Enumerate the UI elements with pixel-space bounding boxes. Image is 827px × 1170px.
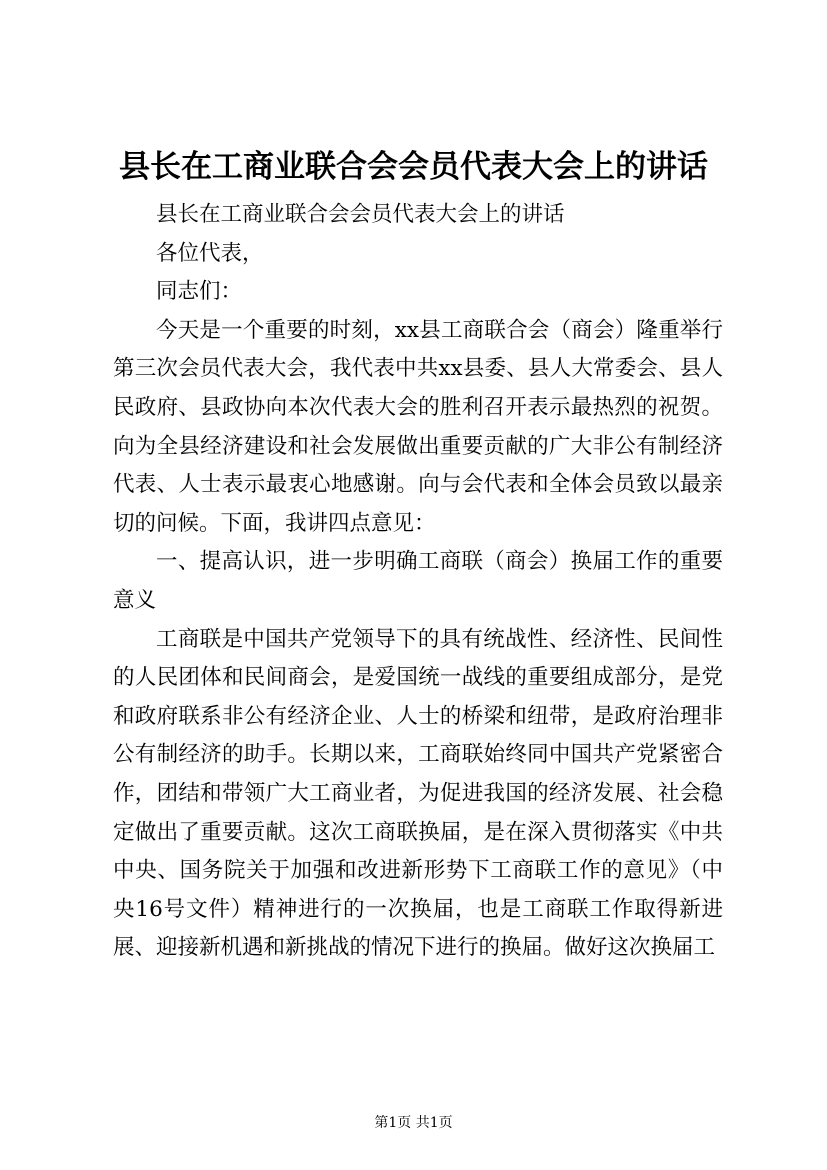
page-number-footer: 第1页 共1页 [374, 1115, 453, 1131]
opening-paragraph: 今天是一个重要的时刻，xx县工商联合会（商会）隆重举行第三次会员代表大会，我代表中共xx县委、县人大常委会、县人民政府、县政协向本次代表大会的胜利召开表示最热烈的祝贺。向为全县经济建设和社会发展做出重要贡献的广大非公有制经济代表、人士表示最衷心地感谢。向与会代表和全体会员致以最亲切的问候。下面，我讲四点意见： [113, 317, 723, 536]
salutation-delegates: 各位代表， [156, 240, 264, 266]
document-body [113, 196, 723, 968]
subtitle-paragraph: 县长在工商业联合会会员代表大会上的讲话 [156, 202, 565, 227]
section-one-paragraph: 工商联是中国共产党领导下的具有统战性、经济性、民间性的人民团体和民间商会，是爱国统一战线的重要组成部分，是党和政府联系非公有经济企业、人士的桥梁和纽带，是政府治理非公有制经济的助手。长期以来，工商联始终同中国共产党紧密合作，团结和带领广大工商业者，为促进我国的经济发展、社会稳定做出了重要贡献。这次工商联换届，是在深入贯彻落实《中共中央、国务院关于加强和改进新形势下工商联工作的意见》（中央16号文件）精神进行的一次换届，也是工商联工作取得新进展、迎接新机遇和新挑战的情况下进行的换届。做好这次换届工 [113, 626, 723, 961]
document-title: 县长在工商业联合会会员代表大会上的讲话 [119, 149, 708, 185]
section-heading-one: 一、提高认识，进一步明确工商联（商会）换届工作的重要意义 [113, 549, 723, 613]
salutation-comrades: 同志们： [156, 279, 243, 305]
